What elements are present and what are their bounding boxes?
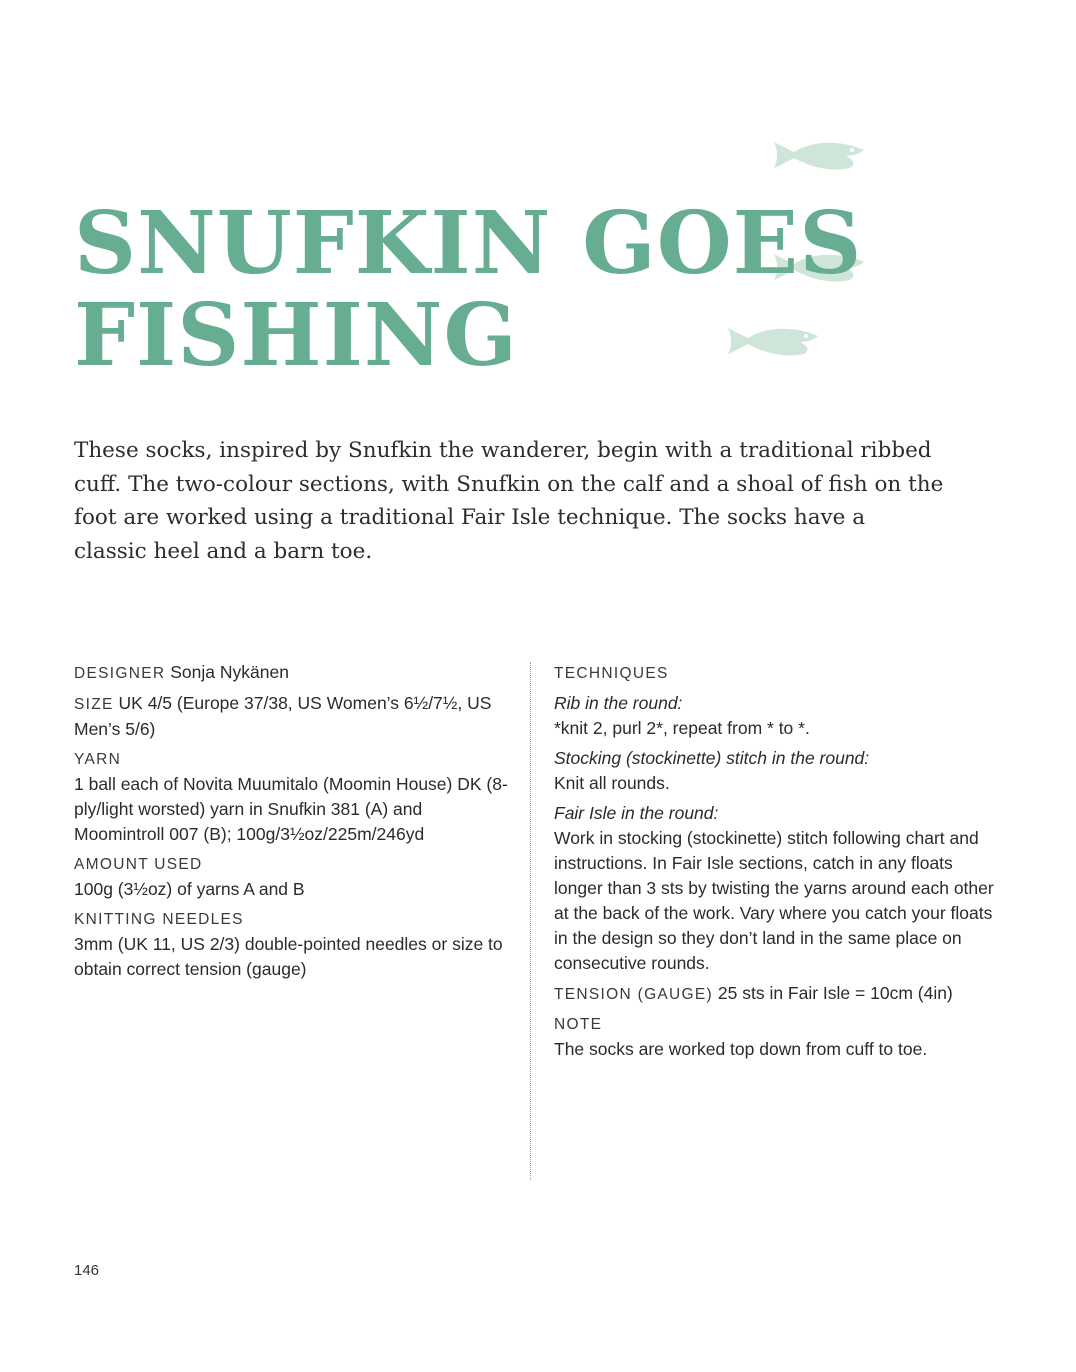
amount-label: AMOUNT USED: [74, 856, 203, 873]
stocking-technique: [554, 746, 994, 796]
intro-paragraph: These socks, inspired by Snufkin the wanderer, begin with a traditional ribbed cuff. The two-colour sections, with Snufkin on the calf and a shoal of fish on the foot are worked using a traditional Fair Isle technique. The socks have a classic heel and a barn toe.: [74, 438, 944, 564]
needles-label: KNITTING NEEDLES: [74, 911, 244, 928]
note-value: The socks are worked top down from cuff to toe.: [554, 1039, 928, 1059]
needles-info: [74, 907, 514, 982]
rib-technique: [554, 691, 994, 741]
fish-icon: [772, 138, 868, 174]
size-info: [74, 691, 514, 742]
column-divider: [530, 662, 531, 1180]
needles-value: 3mm (UK 11, US 2/3) double-pointed needles or size to obtain correct tension (gauge): [74, 934, 503, 979]
tension-label: TENSION (GAUGE): [554, 986, 714, 1003]
amount-info: [74, 852, 514, 902]
pattern-details-column: [74, 660, 514, 987]
techniques-label: TECHNIQUES: [554, 665, 669, 682]
designer-info: [74, 660, 514, 686]
note-label: NOTE: [554, 1016, 603, 1033]
yarn-label: YARN: [74, 751, 122, 768]
designer-label: DESIGNER: [74, 665, 166, 682]
size-label: SIZE: [74, 696, 114, 713]
techniques-column: [554, 660, 994, 1067]
rib-text: *knit 2, purl 2*, repeat from * to *.: [554, 718, 810, 738]
size-value: UK 4/5 (Europe 37/38, US Women’s 6½/7½, US Men’s 5/6): [74, 693, 492, 739]
title-line-2: FISHING: [74, 285, 518, 386]
tension-value: 25 sts in Fair Isle = 10cm (4in): [717, 983, 953, 1003]
note-info: [554, 1012, 994, 1062]
fair-isle-technique: [554, 801, 994, 976]
fair-isle-heading: Fair Isle in the round:: [554, 803, 719, 823]
page-title: [74, 193, 863, 386]
amount-value: 100g (3½oz) of yarns A and B: [74, 879, 305, 899]
designer-value: Sonja Nykänen: [170, 662, 289, 682]
yarn-info: [74, 747, 514, 847]
stocking-text: Knit all rounds.: [554, 773, 670, 793]
yarn-value: 1 ball each of Novita Muumitalo (Moomin House) DK (8-ply/light worsted) yarn in Snufkin 381 (A) and Moomintroll 007 (B); 100g/3½oz/225m/246yd: [74, 774, 508, 844]
rib-heading: Rib in the round:: [554, 693, 683, 713]
techniques-heading: [554, 660, 994, 686]
page-number: 146: [74, 1262, 100, 1279]
tension-info: [554, 981, 994, 1007]
fair-isle-text: Work in stocking (stockinette) stitch following chart and instructions. In Fair Isle sections, catch in any floats longer than 3 sts by twisting the yarns around each other at the back of the work. Vary where you catch your floats in the design so they don’t land in the same place on consecutive rounds.: [554, 828, 994, 973]
title-line-1: SNUFKIN GOES: [74, 193, 863, 294]
stocking-heading: Stocking (stockinette) stitch in the round:: [554, 748, 870, 768]
